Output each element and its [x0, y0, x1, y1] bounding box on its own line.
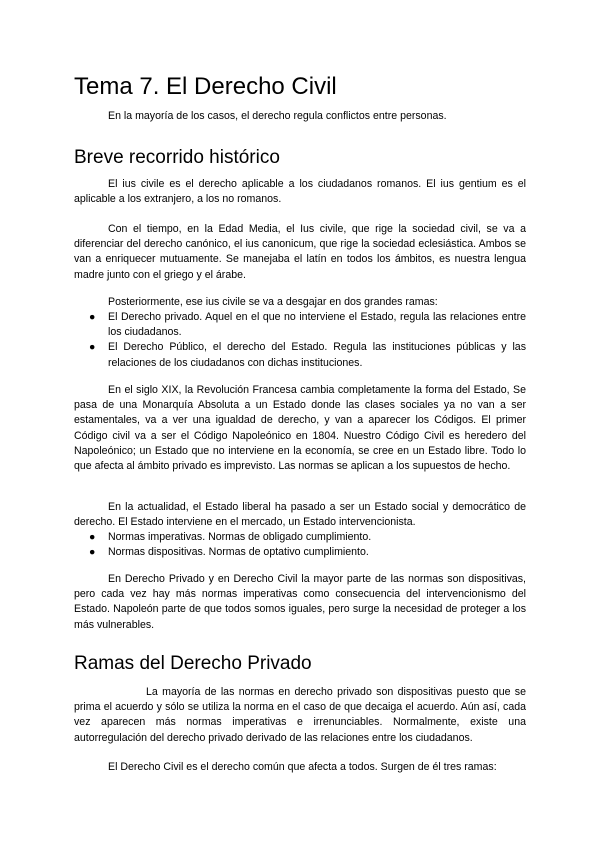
norms-list: [74, 530, 526, 560]
list-item: ● Normas imperativas. Normas de obligado cumplimiento.: [74, 530, 526, 545]
bullet-icon: ●: [89, 546, 96, 559]
branches-list: [74, 310, 526, 371]
section-heading-branches: Ramas del Derecho Privado: [74, 653, 312, 674]
paragraph-civil-law: El Derecho Civil es el derecho común que afecta a todos. Surgen de él tres ramas:: [108, 761, 497, 773]
paragraph-ius-civile: El ius civile es el derecho aplicable a los ciudadanos romanos. El ius gentium es el aplicable a los extranjero, a los no romanos.: [74, 178, 526, 206]
paragraph-branches-intro: Posteriormente, ese ius civile se va a desgajar en dos grandes ramas:: [108, 296, 438, 308]
paragraph-french-revolution: En el siglo XIX, la Revolución Francesa cambia completamente la forma del Estado, Se pasa de una Monarquía Absoluta a un Estado donde las clases sociales ya no van a ser estamentales, va a ver una igualdad de derecho, y van a aparecer los Códigos. El primer Código civil va a ser el Código Napoleónico en 1804. Nuestro Código Civil es heredero del Napoleónico; un Estado que no interviene en la economía, se cree en un Estado libre. Todo lo que afecta al ámbito privado es imprevisto. Las normas se aplican a los supuestos de hecho.: [74, 384, 526, 473]
intro-paragraph: En la mayoría de los casos, el derecho regula conflictos entre personas.: [108, 110, 447, 122]
bullet-icon: ●: [89, 311, 96, 323]
paragraph-middle-ages: Con el tiempo, en la Edad Media, el Ius civile, que rige la sociedad civil, se va a diferenciar del derecho canónico, el ius canonicum, que rige la sociedad eclesiástica. Ambos se van a enriquecer mutuamente. Se manejaba el latín en todos los ámbitos, es nuestra lengua madre junto con el griego y el árabe.: [74, 223, 526, 281]
paragraph-private-law-norms: En Derecho Privado y en Derecho Civil la mayor parte de las normas son dispositivas, pero cada vez hay más normas imperativas como consecuencia del intervencionismo del Estado. Napoleón parte de que todos somos iguales, pero surge la necesidad de proteger a los más vulnerables.: [74, 573, 526, 631]
paragraph-current-state: En la actualidad, el Estado liberal ha pasado a ser un Estado social y democrático de derecho. El Estado interviene en el mercado, un Estado intervencionista.: [74, 501, 526, 529]
bullet-icon: ●: [89, 341, 96, 354]
page-title: Tema 7. El Derecho Civil: [74, 73, 337, 100]
paragraph-private-law-majority: La mayoría de las normas en derecho privado son dispositivas puesto que se prima el acuerdo y sólo se utiliza la norma en el caso de que decaiga el acuerdo. Aún así, cada vez aparecen más normas imperativas e irrenunciables. Normalmente, existe una autorregulación del derecho privado derivado de las relaciones entre los ciudadanos.: [74, 686, 526, 744]
list-item: ● Normas dispositivas. Normas de optativo cumplimiento.: [74, 545, 526, 560]
list-item: ● El Derecho Público, el derecho del Estado. Regula las instituciones públicas y las relaciones de los ciudadanos con dichas instituciones.: [89, 341, 526, 369]
bullet-icon: ●: [89, 531, 96, 543]
section-heading-history: Breve recorrido histórico: [74, 147, 280, 168]
list-item: ● El Derecho privado. Aquel en el que no interviene el Estado, regula las relaciones entre los ciudadanos.: [89, 311, 526, 339]
